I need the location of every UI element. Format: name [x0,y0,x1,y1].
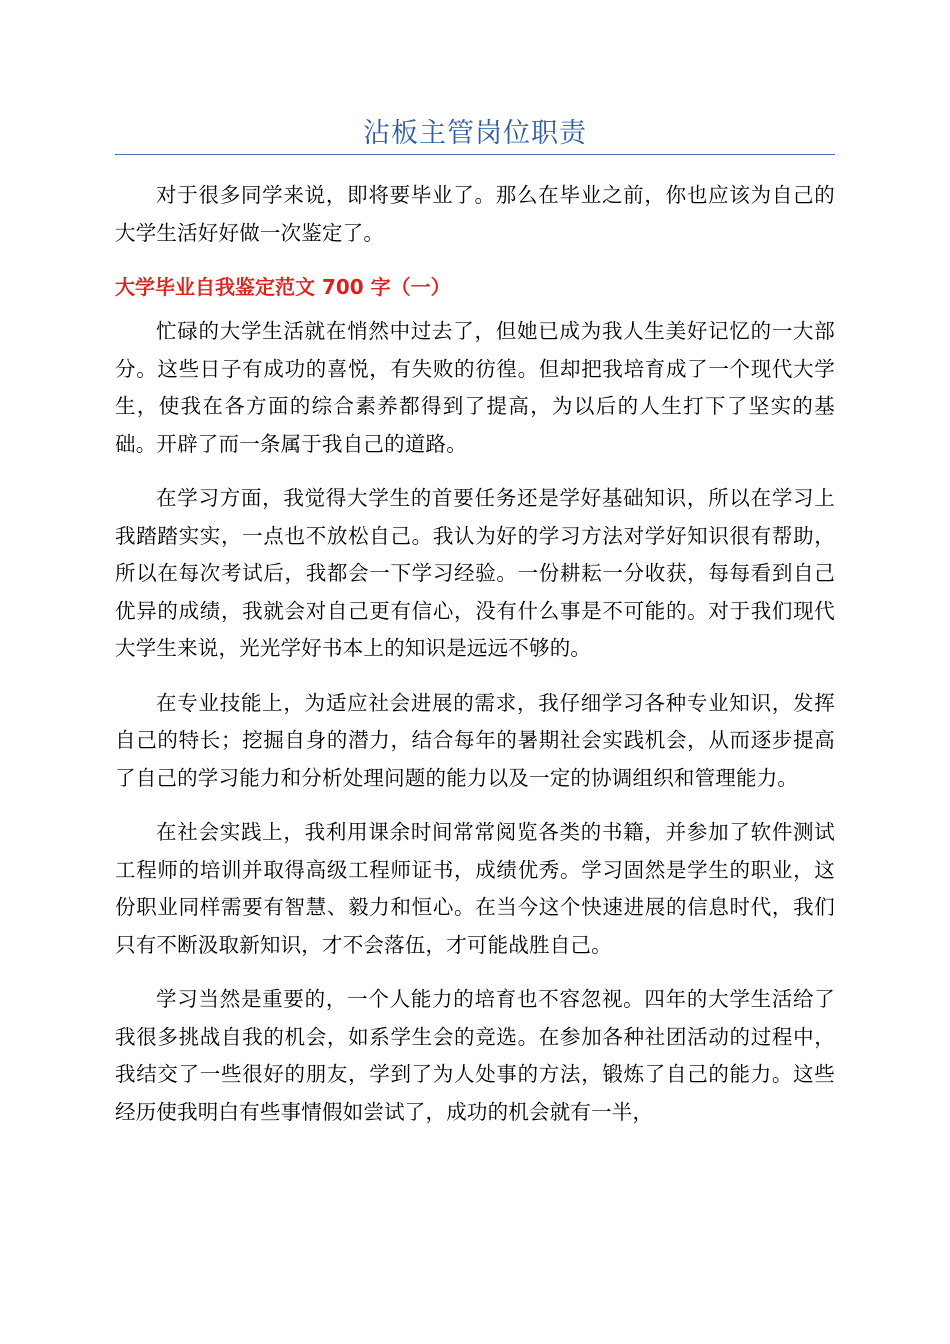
document-body [115,177,835,1148]
intro-paragraph: 对于很多同学来说，即将要毕业了。那么在毕业之前，你也应该为自己的大学生活好好做一次鉴定了。 [115,183,835,245]
page-title: 沾板主管岗位职责 [363,118,587,149]
title-underline [115,154,835,155]
section-heading: 大学毕业自我鉴定范文 700 字（一） [115,275,451,299]
body-paragraph: 学习当然是重要的，一个人能力的培育也不容忽视。四年的大学生活给了我很多挑战自我的机会，如系学生会的竞选。在参加各种社团活动的过程中，我结交了一些很好的朋友，学到了为人处事的方法，锻炼了自己的能力。这些经历使我明白有些事情假如尝试了，成功的机会就有一半， [115,987,835,1124]
body-paragraph: 在社会实践上，我利用课余时间常常阅览各类的书籍，并参加了软件测试工程师的培训并取得高级工程师证书，成绩优秀。学习固然是学生的职业，这份职业同样需要有智慧、毅力和恒心。在当今这个快速进展的信息时代，我们只有不断汲取新知识，才不会落伍，才可能战胜自己。 [115,820,835,957]
body-paragraph: 在学习方面，我觉得大学生的首要任务还是学好基础知识，所以在学习上我踏踏实实，一点也不放松自己。我认为好的学习方法对学好知识很有帮助，所以在每次考试后，我都会一下学习经验。一份耕耘一分收获，每每看到自己优异的成绩，我就会对自己更有信心，没有什么事是不可能的。对于我们现代大学生来说，光光学好书本上的知识是远远不够的。 [115,486,835,660]
body-paragraph: 在专业技能上，为适应社会进展的需求，我仔细学习各种专业知识，发挥自己的特长；挖掘自身的潜力，结合每年的暑期社会实践机会，从而逐步提高了自己的学习能力和分析处理问题的能力以及一定的协调组织和管理能力。 [115,690,835,790]
body-paragraph: 忙碌的大学生活就在悄然中过去了，但她已成为我人生美好记忆的一大部分。这些日子有成功的喜悦，有失败的彷徨。但却把我培育成了一个现代大学生，使我在各方面的综合素养都得到了提高，为以后的人生打下了坚实的基础。开辟了而一条属于我自己的道路。 [115,319,835,456]
